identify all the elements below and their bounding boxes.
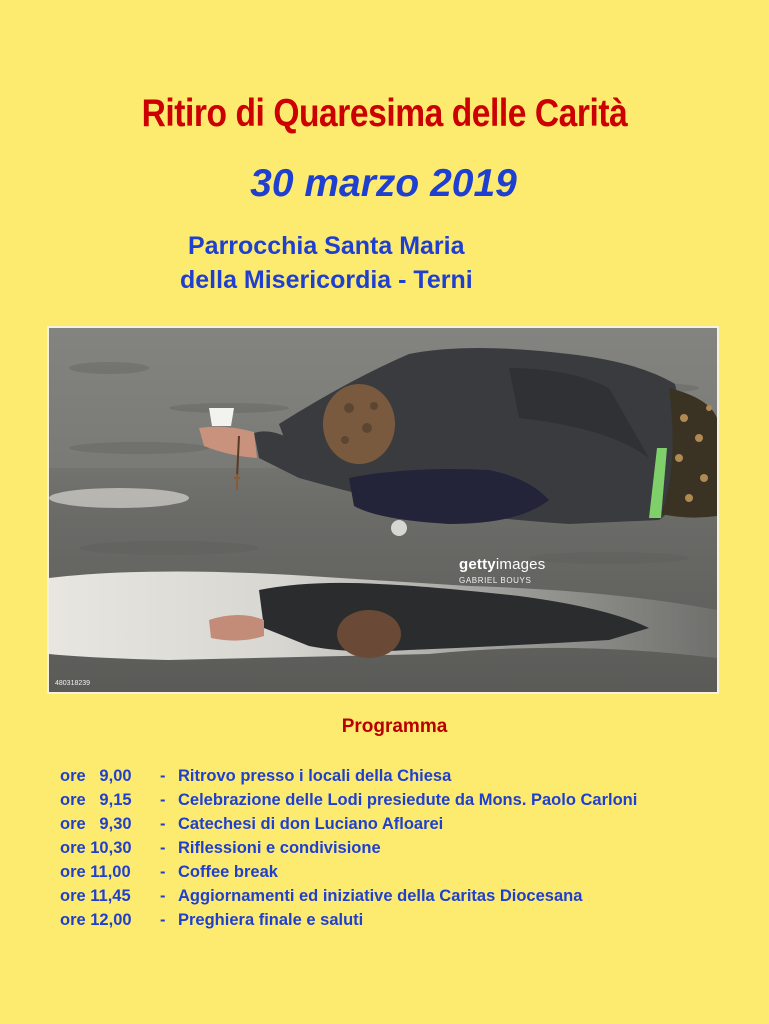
getty-images-logo: gettyimages: [459, 556, 546, 573]
event-date: 30 marzo 2019: [250, 162, 517, 205]
page-title: Ritiro di Quaresima delle Carità: [141, 92, 628, 135]
schedule-item: ore 9,00 - Ritrovo presso i locali della Chiesa: [60, 767, 452, 785]
parish-line-1: Parrocchia Santa Maria: [188, 232, 465, 260]
photo-kneeling-beggar: [47, 326, 719, 694]
image-id: 480318239: [55, 680, 91, 687]
photo-illustration: [49, 328, 717, 692]
schedule-item: ore 11,45 - Aggiornamenti ed iniziative della Caritas Diocesana: [60, 887, 583, 905]
program-heading: Programma: [341, 716, 448, 737]
schedule-item: ore 9,30 - Catechesi di don Luciano Afloarei: [60, 815, 444, 833]
parish-location: [180, 229, 600, 297]
schedule-item: ore 10,30 - Riflessioni e condivisione: [60, 839, 381, 857]
schedule-item: ore 12,00 - Preghiera finale e saluti: [60, 911, 364, 929]
program-schedule: [60, 764, 637, 932]
photo-credit: GABRIEL BOUYS: [459, 576, 532, 585]
parish-line-2: della Misericordia - Terni: [180, 266, 473, 294]
schedule-item: ore 9,15 - Celebrazione delle Lodi presiedute da Mons. Paolo Carloni: [60, 791, 638, 809]
schedule-item: ore 11,00 - Coffee break: [60, 863, 278, 881]
